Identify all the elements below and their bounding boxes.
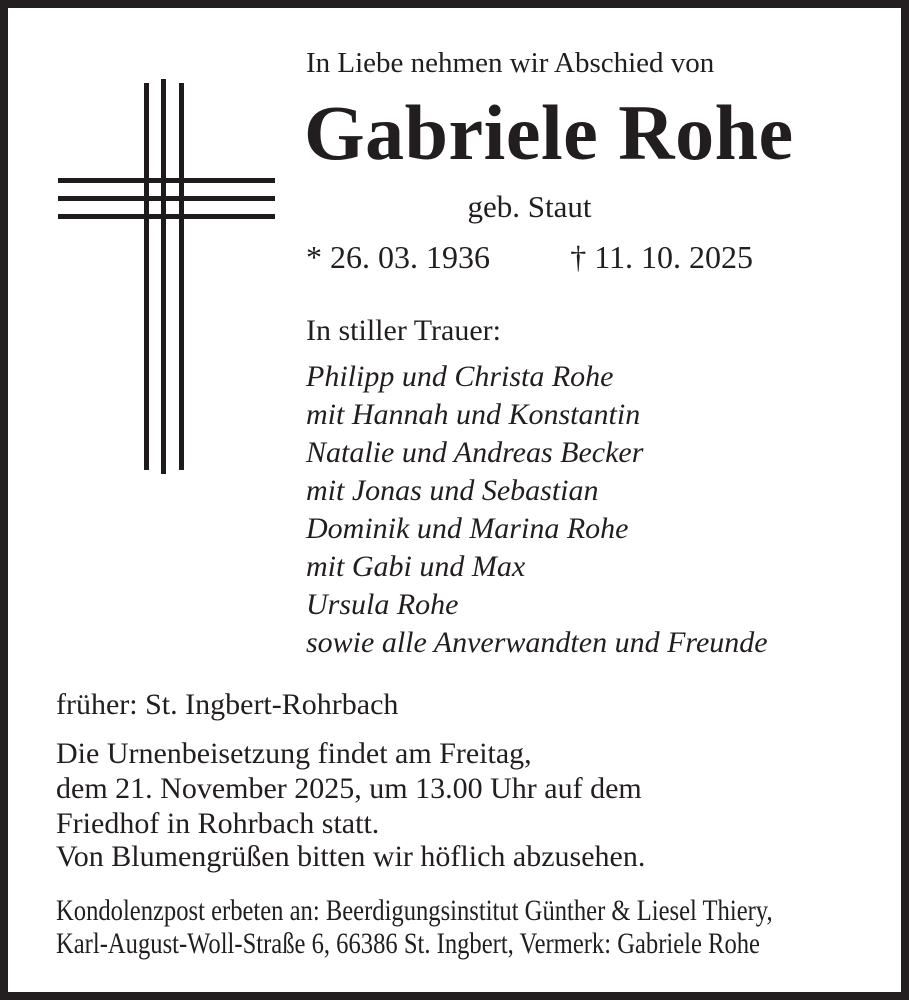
mourner-line: Philipp und Christa Rohe bbox=[306, 360, 614, 393]
funeral-info-line: Die Urnenbeisetzung findet am Freitag, bbox=[56, 737, 532, 770]
cross-vertical-stroke bbox=[144, 83, 149, 470]
life-dates bbox=[306, 241, 753, 273]
cross-horizontal-stroke bbox=[58, 214, 275, 219]
condolence-address bbox=[56, 894, 773, 960]
mourner-line: Dominik und Marina Rohe bbox=[306, 512, 629, 545]
funeral-info-line: Friedhof in Rohrbach statt. bbox=[56, 807, 380, 840]
deceased-name: Gabriele Rohe bbox=[304, 89, 794, 176]
condolence-line: Karl-August-Woll-Straße 6, 66386 St. Ingbert, Vermerk: Gabriele Rohe bbox=[56, 927, 760, 960]
mourner-line: sowie alle Anverwandten und Freunde bbox=[306, 626, 768, 659]
cross-vertical-stroke bbox=[179, 83, 184, 470]
mourner-line: mit Gabi und Max bbox=[306, 550, 526, 583]
memorial-cross-icon bbox=[58, 83, 275, 470]
cross-horizontal-stroke bbox=[58, 178, 275, 183]
funeral-info bbox=[56, 736, 642, 841]
mourner-line: mit Hannah und Konstantin bbox=[306, 398, 641, 431]
flowers-note: Von Blumengrüßen bitten wir höflich abzusehen. bbox=[56, 840, 646, 873]
mourning-header: In stiller Trauer: bbox=[306, 314, 501, 347]
mourner-line: mit Jonas und Sebastian bbox=[306, 474, 599, 507]
mourners-list bbox=[306, 358, 768, 662]
mourner-line: Natalie und Andreas Becker bbox=[306, 436, 644, 469]
mourner-line: Ursula Rohe bbox=[306, 588, 459, 621]
death-date: † 11. 10. 2025 bbox=[570, 239, 753, 275]
condolence-line: Kondolenzpost erbeten an: Beerdigungsinstitut Günther & Liesel Thiery, bbox=[56, 894, 773, 927]
funeral-info-line: dem 21. November 2025, um 13.00 Uhr auf dem bbox=[56, 772, 642, 805]
intro-line: In Liebe nehmen wir Abschied von bbox=[306, 47, 715, 79]
birth-date: * 26. 03. 1936 bbox=[306, 239, 490, 275]
maiden-name: geb. Staut bbox=[467, 189, 592, 224]
former-residence: früher: St. Ingbert-Rohrbach bbox=[56, 688, 399, 721]
cross-vertical-stroke bbox=[161, 79, 166, 474]
cross-horizontal-stroke bbox=[58, 196, 275, 201]
